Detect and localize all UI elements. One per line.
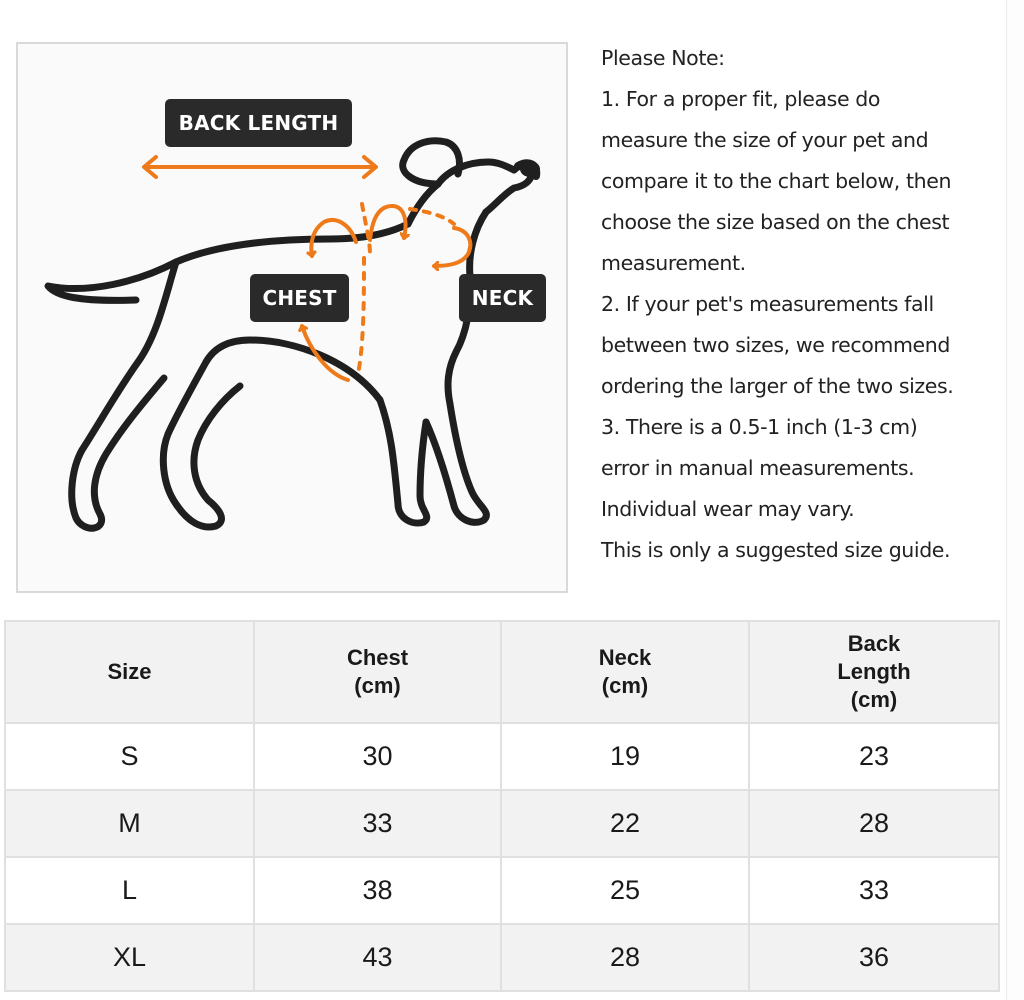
notes-line: error in manual measurements. bbox=[601, 456, 915, 480]
table-row bbox=[5, 857, 999, 924]
neck-label: NECK bbox=[459, 274, 546, 322]
cell-size: L bbox=[5, 857, 254, 924]
notes-line: Individual wear may vary. bbox=[601, 497, 855, 521]
back-length-label: BACK LENGTH bbox=[165, 99, 352, 147]
cell-neck: 22 bbox=[501, 790, 749, 857]
cell-neck: 25 bbox=[501, 857, 749, 924]
back-length-arrow bbox=[144, 157, 376, 177]
header-chest: Chest (cm) bbox=[254, 621, 501, 723]
header-neck: Neck (cm) bbox=[501, 621, 749, 723]
cell-neck: 28 bbox=[501, 924, 749, 991]
notes-line: measure the size of your pet and bbox=[601, 128, 929, 152]
cell-chest: 43 bbox=[254, 924, 501, 991]
table-row bbox=[5, 723, 999, 790]
notes-line: 3. There is a 0.5-1 inch (1-3 cm) bbox=[601, 415, 918, 439]
table-row bbox=[5, 924, 999, 991]
cell-back-length: 28 bbox=[749, 790, 999, 857]
cell-back-length: 33 bbox=[749, 857, 999, 924]
cell-chest: 33 bbox=[254, 790, 501, 857]
dog-outline bbox=[48, 141, 536, 528]
notes-line: 1. For a proper fit, please do bbox=[601, 87, 881, 111]
cell-size: XL bbox=[5, 924, 254, 991]
neck-loop bbox=[410, 209, 470, 266]
cell-chest: 38 bbox=[254, 857, 501, 924]
nose-shape bbox=[520, 161, 540, 177]
cell-back-length: 23 bbox=[749, 723, 999, 790]
notes-line: 2. If your pet's measurements fall bbox=[601, 292, 934, 316]
table-row bbox=[5, 790, 999, 857]
notes-line: between two sizes, we recommend bbox=[601, 333, 950, 357]
table-header-row bbox=[5, 621, 999, 723]
cell-back-length: 36 bbox=[749, 924, 999, 991]
notes-line: ordering the larger of the two sizes. bbox=[601, 374, 954, 398]
dog-measurement-diagram bbox=[16, 42, 568, 593]
cell-size: M bbox=[5, 790, 254, 857]
notes-line: compare it to the chart below, then bbox=[601, 169, 952, 193]
cell-size: S bbox=[5, 723, 254, 790]
notes-line: This is only a suggested size guide. bbox=[601, 538, 951, 562]
cell-neck: 19 bbox=[501, 723, 749, 790]
chest-label: CHEST bbox=[250, 274, 349, 322]
header-back-length: Back Length (cm) bbox=[749, 621, 999, 723]
size-chart-table bbox=[4, 620, 1000, 992]
notes-title: Please Note: bbox=[601, 46, 725, 70]
cell-chest: 30 bbox=[254, 723, 501, 790]
header-size: Size bbox=[5, 621, 254, 723]
notes-line: choose the size based on the chest bbox=[601, 210, 950, 234]
size-notes bbox=[601, 38, 1011, 571]
notes-line: measurement. bbox=[601, 251, 746, 275]
